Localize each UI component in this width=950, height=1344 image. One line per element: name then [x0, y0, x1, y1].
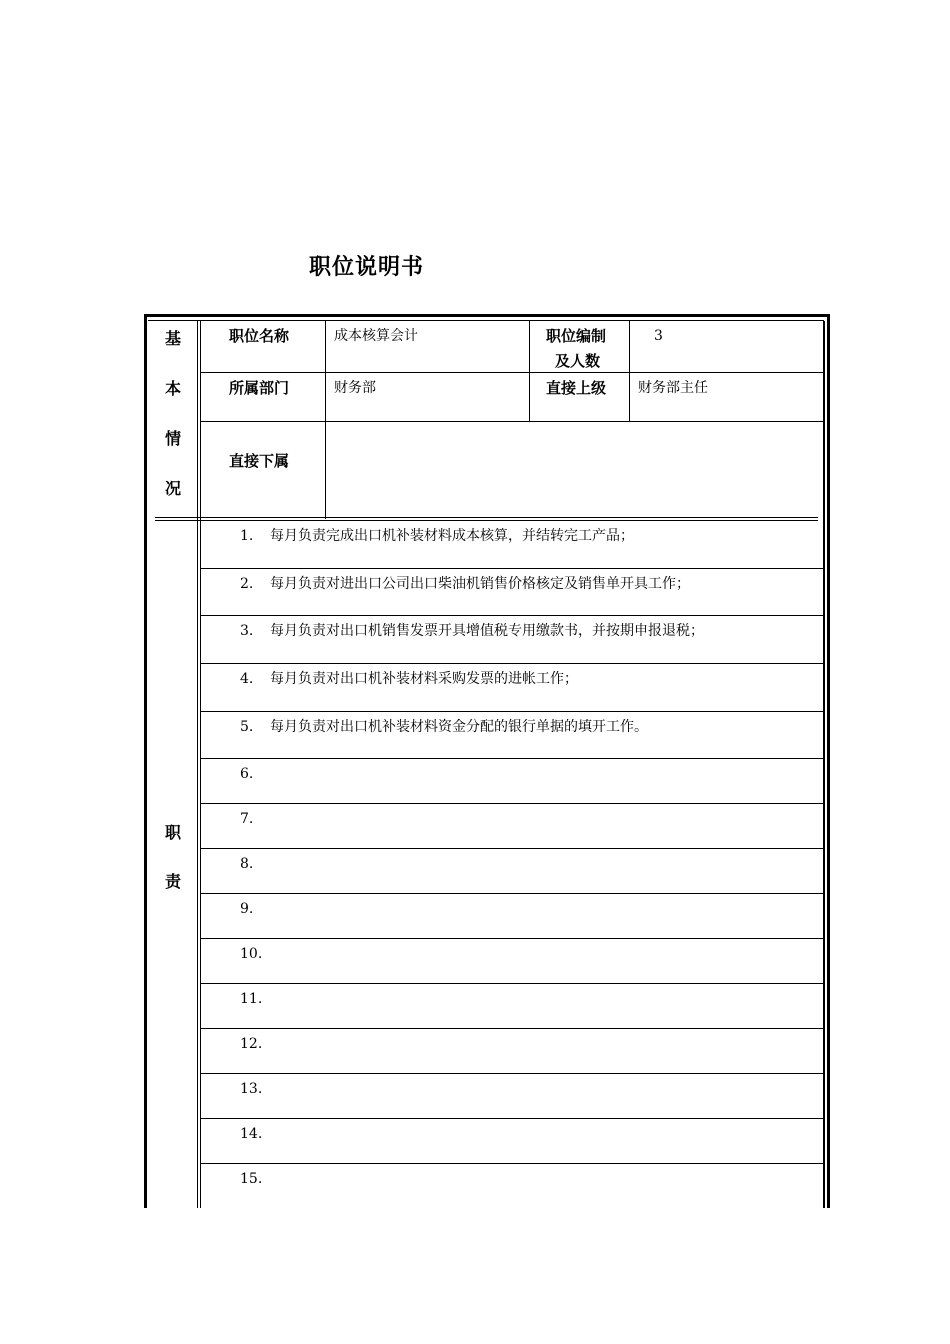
- table-inner-top-border: [148, 320, 824, 321]
- basic-info-row-divider-2: [200, 421, 823, 422]
- duty-row-divider: [200, 1028, 823, 1029]
- duty-row-divider: [200, 893, 823, 894]
- duty-item-number: 13.: [240, 1081, 263, 1097]
- duty-item-number: 9.: [240, 901, 254, 917]
- duty-item-number: 8.: [240, 856, 254, 872]
- position-name-label: 职位名称: [229, 327, 290, 345]
- duty-item: [240, 899, 270, 919]
- duty-item-text: 每月负责对进出口公司出口柴油机销售价格核定及销售单开具工作；: [270, 576, 690, 592]
- duties-section-char-2: 责: [164, 872, 181, 891]
- duty-item-number: 1.: [240, 528, 254, 544]
- duty-item-number: 11.: [240, 991, 263, 1007]
- section-divider: [155, 517, 818, 518]
- duty-row-divider: [200, 1118, 823, 1119]
- subordinate-label: 直接下属: [229, 452, 290, 470]
- duty-item: [240, 809, 270, 829]
- duty-row-divider: [200, 848, 823, 849]
- duty-item: [240, 717, 648, 737]
- duty-row-divider: [200, 938, 823, 939]
- duty-item: [240, 526, 634, 546]
- basic-info-section-char-3: 情: [164, 429, 181, 448]
- basic-info-section-char-4: 况: [164, 479, 181, 498]
- duty-item: [240, 1169, 270, 1189]
- duty-item-number: 7.: [240, 811, 254, 827]
- duty-item: [240, 989, 270, 1009]
- basic-info-col-divider-3: [629, 320, 630, 421]
- headcount-label-line2: 及人数: [555, 352, 601, 370]
- label-column-divider: [197, 320, 198, 1208]
- position-name-value: 成本核算会计: [334, 328, 418, 344]
- duty-item-number: 2.: [240, 576, 254, 592]
- document-title: 职位说明书: [309, 255, 425, 280]
- basic-info-section-char-1: 基: [164, 329, 181, 348]
- basic-info-row-divider-1: [200, 372, 823, 373]
- basic-info-col-divider-1: [325, 320, 326, 519]
- department-label: 所属部门: [229, 379, 290, 397]
- duty-row-divider: [200, 615, 823, 616]
- table-right-inner-border: [823, 320, 824, 1208]
- duty-item: [240, 944, 270, 964]
- duty-row-divider: [200, 711, 823, 712]
- duty-item-number: 5.: [240, 719, 254, 735]
- basic-info-section-char-2: 本: [164, 379, 181, 398]
- duty-item: [240, 1079, 270, 1099]
- duty-row-divider: [200, 983, 823, 984]
- duty-row-divider: [200, 663, 823, 664]
- duty-item-number: 3.: [240, 623, 254, 639]
- duty-item-number: 6.: [240, 766, 254, 782]
- duty-item: [240, 669, 578, 689]
- supervisor-label: 直接上级: [546, 379, 607, 397]
- basic-info-col-divider-2: [529, 320, 530, 421]
- duty-item-text: 每月负责对出口机补装材料采购发票的进帐工作；: [270, 671, 578, 687]
- headcount-label-line1: 职位编制: [546, 327, 607, 345]
- duty-item-text: 每月负责对出口机销售发票开具增值税专用缴款书，并按期申报退税；: [270, 623, 704, 639]
- duty-row-divider: [200, 803, 823, 804]
- duty-row-divider: [200, 758, 823, 759]
- supervisor-value: 财务部主任: [638, 380, 708, 396]
- duty-item-number: 15.: [240, 1171, 263, 1187]
- duty-item: [240, 1034, 270, 1054]
- duty-item-number: 14.: [240, 1126, 263, 1142]
- duty-item-number: 12.: [240, 1036, 263, 1052]
- duty-row-divider: [200, 568, 823, 569]
- duty-item: [240, 1124, 270, 1144]
- duty-item: [240, 574, 690, 594]
- headcount-value: 3: [654, 328, 663, 344]
- duty-item: [240, 764, 270, 784]
- duty-row-divider: [200, 1163, 823, 1164]
- duty-item: [240, 621, 704, 641]
- duty-item-number: 10.: [240, 946, 263, 962]
- duty-row-divider: [200, 1073, 823, 1074]
- section-divider-inner: [155, 520, 818, 521]
- duty-item-text: 每月负责完成出口机补装材料成本核算，并结转完工产品；: [270, 528, 634, 544]
- duty-item: [240, 854, 270, 874]
- duties-section-char-1: 职: [164, 823, 181, 842]
- duty-item-number: 4.: [240, 671, 254, 687]
- department-value: 财务部: [334, 380, 376, 396]
- duty-item-text: 每月负责对出口机补装材料资金分配的银行单据的填开工作。: [270, 719, 648, 735]
- label-column-divider-inner: [200, 320, 201, 1208]
